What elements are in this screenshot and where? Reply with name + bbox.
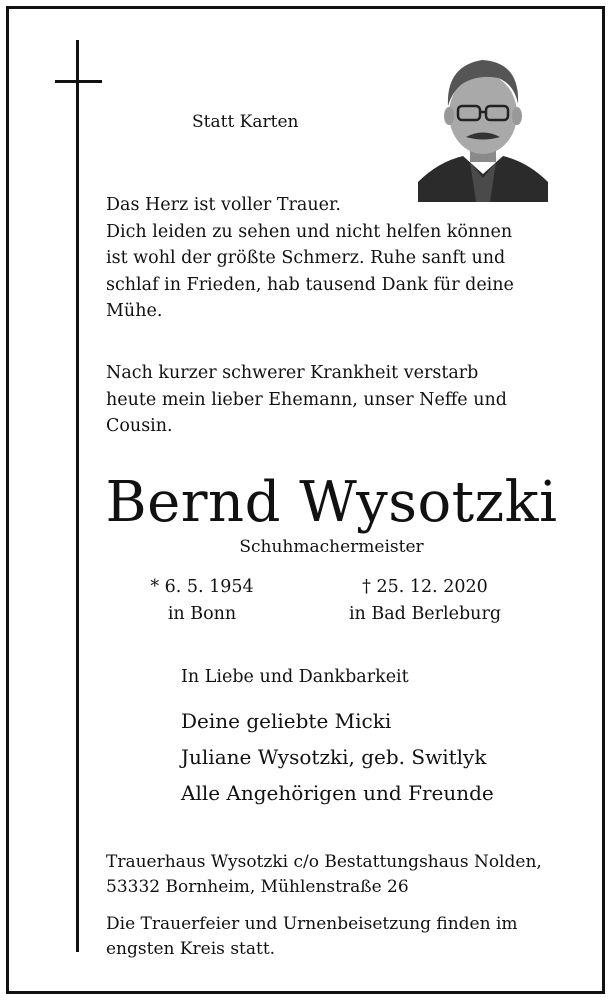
address-line: 53332 Bornheim, Mühlenstraße 26 — [106, 877, 409, 897]
mourner: Juliane Wysotzki, geb. Switlyk — [181, 745, 487, 769]
header-note: Statt Karten — [192, 112, 299, 132]
verse-line: ist wohl der größte Schmerz. Ruhe sanft und — [106, 248, 506, 268]
funeral-line: Die Trauerfeier und Urnenbeisetzung finden im — [106, 914, 518, 934]
verse-line: Das Herz ist voller Trauer. — [106, 195, 341, 215]
death-info — [330, 574, 520, 627]
death-notice-text — [106, 360, 576, 440]
verse-line: Mühe. — [106, 301, 163, 321]
birth-date: * 6. 5. 1954 — [150, 577, 254, 597]
death-date: † 25. 12. 2020 — [362, 577, 488, 597]
birth-place: in Bonn — [167, 603, 237, 624]
deceased-profession: Schuhmachermeister — [239, 537, 424, 557]
address-line: Trauerhaus Wysotzki c/o Bestattungshaus Nolden, — [106, 852, 542, 872]
funeral-line: engsten Kreis statt. — [106, 939, 276, 959]
notice-line: Nach kurzer schwerer Krankheit verstarb — [106, 363, 479, 383]
mourners-list — [181, 703, 494, 811]
notice-line: heute mein lieber Ehemann, unser Neffe und — [106, 389, 507, 410]
birth-info — [137, 574, 267, 627]
verse-line: schlaf in Frieden, hab tausend Dank für deine — [106, 274, 514, 295]
death-place: in Bad Berleburg — [348, 603, 502, 624]
cross-bar — [55, 80, 102, 83]
mourner: Alle Angehörigen und Freunde — [181, 781, 494, 805]
closing-phrase: In Liebe und Dankbarkeit — [181, 667, 409, 687]
notice-line: Cousin. — [106, 416, 173, 436]
funeral-info — [106, 912, 576, 962]
mourning-house-address — [106, 850, 576, 900]
portrait-photo — [418, 44, 548, 202]
mourner: Deine geliebte Micki — [181, 709, 392, 733]
verse — [106, 192, 576, 325]
portrait-image — [418, 44, 548, 202]
verse-line: Dich leiden zu sehen und nicht helfen können — [106, 221, 513, 242]
deceased-name: Bernd Wysotzki — [105, 470, 558, 535]
